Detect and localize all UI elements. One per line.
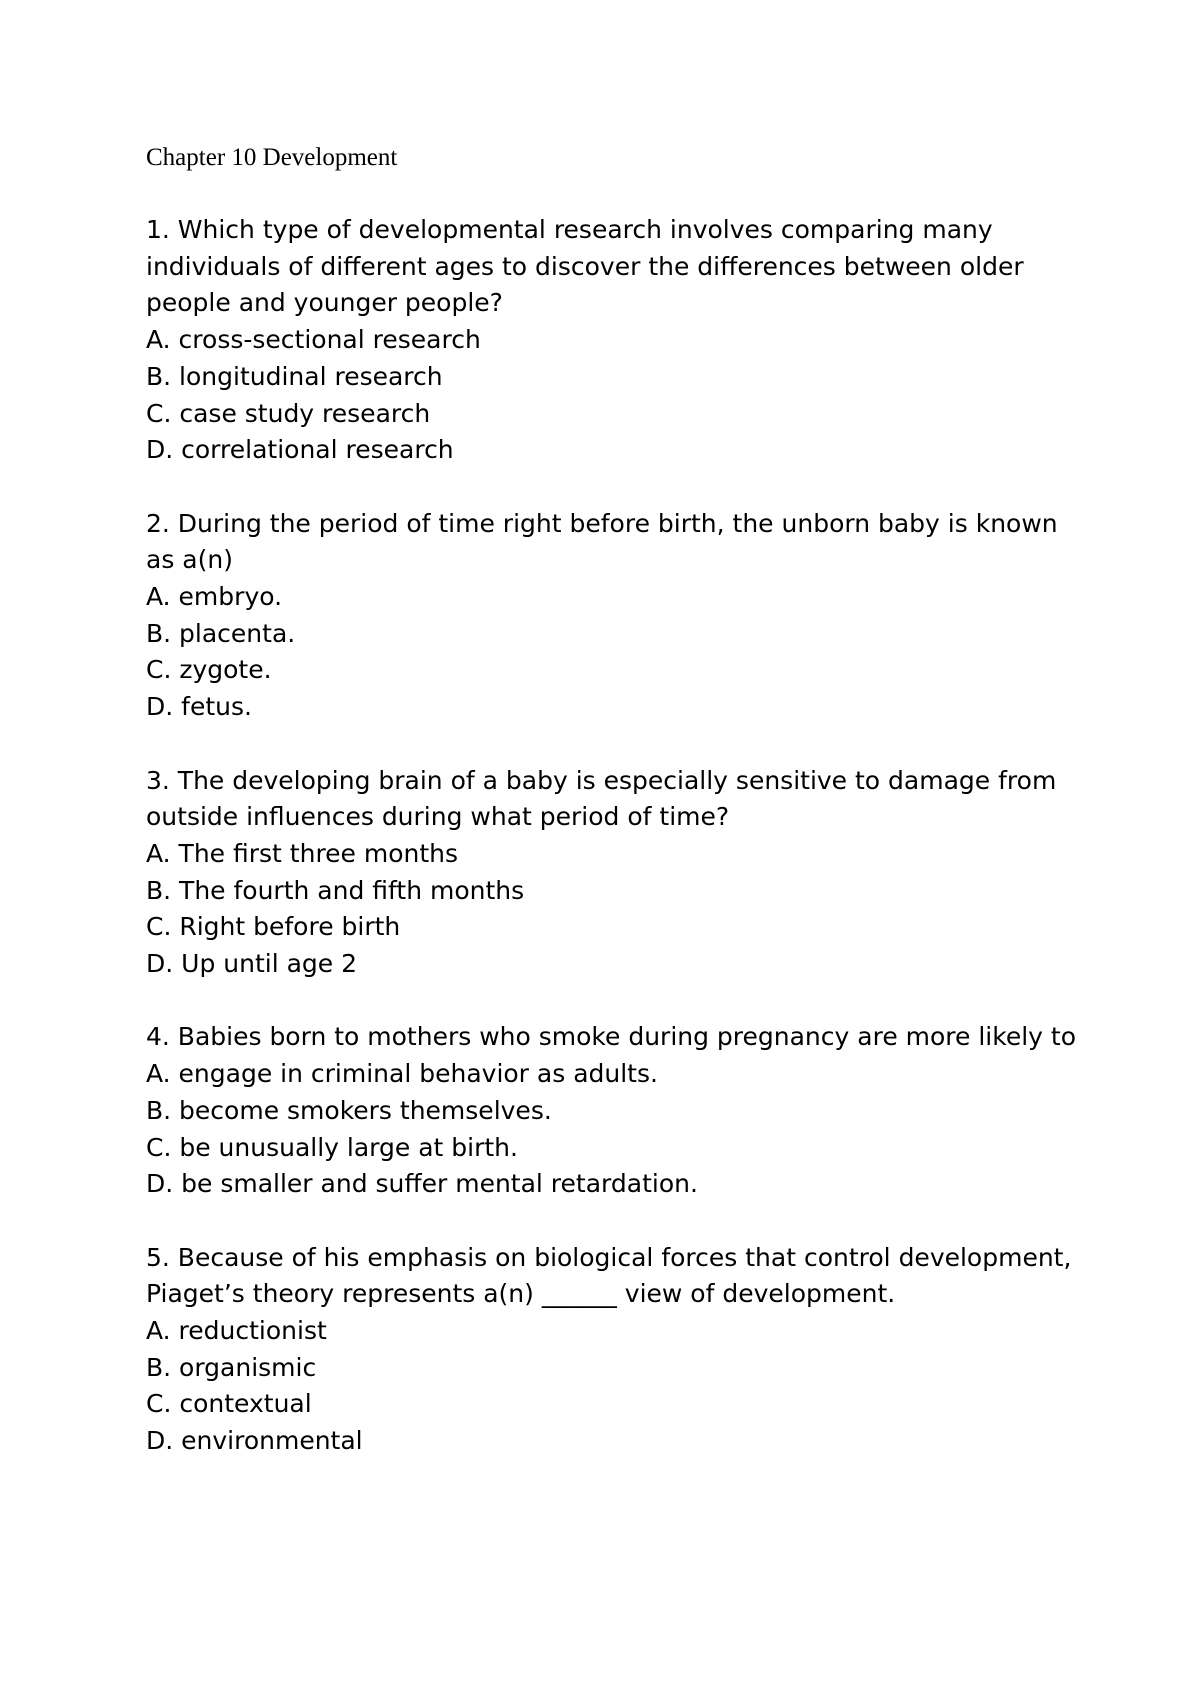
question-1 xyxy=(146,212,1076,469)
question-text: 2. During the period of time right before birth, the unborn baby is known as a(n) xyxy=(146,508,1058,575)
answer-option-c: C. zygote. xyxy=(146,655,272,685)
answer-option-d: D. environmental xyxy=(146,1426,363,1456)
answer-option-d: D. correlational research xyxy=(146,435,454,465)
answer-option-c: C. be unusually large at birth. xyxy=(146,1132,518,1162)
question-5 xyxy=(146,1240,1076,1460)
question-text: 1. Which type of developmental research involves comparing many individuals of different ages to discover the differences between older people and younger people? xyxy=(146,215,1024,318)
question-3 xyxy=(146,763,1076,983)
document-content xyxy=(146,140,1076,1497)
chapter-title: Chapter 10 Development xyxy=(146,144,398,171)
question-4 xyxy=(146,1019,1076,1203)
answer-option-a: A. embryo. xyxy=(146,582,283,612)
question-text: 5. Because of his emphasis on biological forces that control development, Piaget’s theory represents a(n) ______ view of development. xyxy=(146,1242,1072,1309)
answer-option-a: A. cross-sectional research xyxy=(146,325,481,355)
answer-option-b: B. become smokers themselves. xyxy=(146,1095,552,1125)
answer-option-d: D. fetus. xyxy=(146,692,252,722)
answer-option-b: B. The fourth and fifth months xyxy=(146,875,525,905)
answer-option-a: A. reductionist xyxy=(146,1316,327,1346)
answer-option-b: B. organismic xyxy=(146,1352,317,1382)
answer-option-a: A. The first three months xyxy=(146,838,459,868)
answer-option-c: C. Right before birth xyxy=(146,912,401,942)
question-text: 4. Babies born to mothers who smoke during pregnancy are more likely to xyxy=(146,1022,1076,1052)
answer-option-c: C. contextual xyxy=(146,1389,312,1419)
answer-option-b: B. placenta. xyxy=(146,618,296,648)
answer-option-d: D. Up until age 2 xyxy=(146,949,358,979)
question-text: 3. The developing brain of a baby is especially sensitive to damage from outside influences during what period of time? xyxy=(146,765,1057,832)
answer-option-c: C. case study research xyxy=(146,398,431,428)
answer-option-d: D. be smaller and suffer mental retardation. xyxy=(146,1169,698,1199)
answer-option-a: A. engage in criminal behavior as adults. xyxy=(146,1059,658,1089)
question-2 xyxy=(146,506,1076,726)
answer-option-b: B. longitudinal research xyxy=(146,361,443,391)
